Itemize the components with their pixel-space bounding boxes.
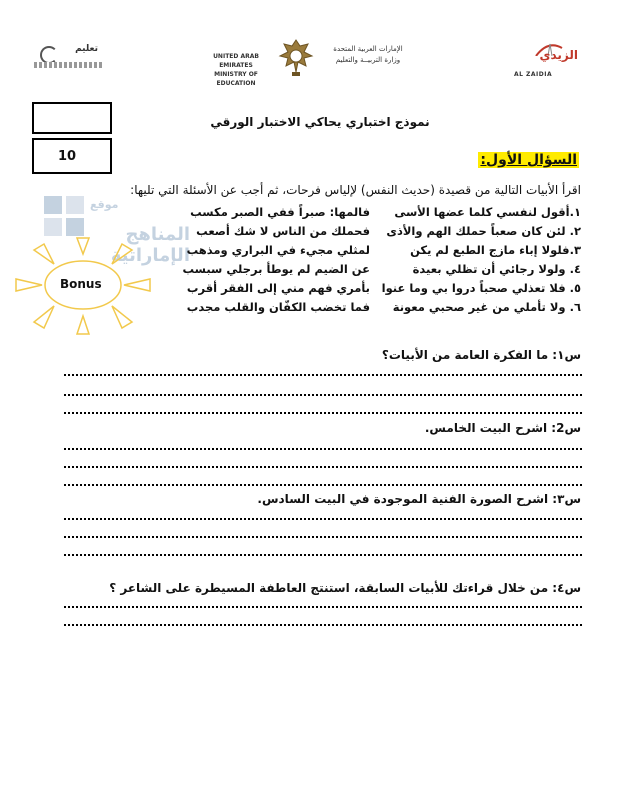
- ministry-en-line2: MINISTRY OF EDUCATION: [214, 71, 258, 87]
- answer-line[interactable]: [64, 410, 582, 414]
- answer-line[interactable]: [64, 604, 582, 608]
- alzaidia-logo: [514, 42, 580, 78]
- poem-second-hemistichs: [160, 203, 370, 317]
- instruction-text: اقرأ الأبيات التالية من قصيدة (حديث النفس) لإلياس فرحات، ثم أجب عن الأسئلة التي تليها:: [130, 183, 581, 197]
- right-logo-ar: الزيدي: [539, 48, 578, 62]
- tamkeen-logo: [34, 44, 102, 74]
- grade-total-value: 10: [57, 148, 77, 164]
- poem-line: ٤. ولولا رجائي أن تظلي بعيدة: [412, 262, 581, 276]
- question-1: س١: ما الفكرة العامة من الأبيات؟: [381, 348, 581, 362]
- answer-line[interactable]: [64, 534, 582, 538]
- grade-box-top: [32, 102, 112, 134]
- right-logo-en: AL ZAIDIA: [514, 71, 553, 78]
- answer-line[interactable]: [64, 464, 582, 468]
- ministry-name-ar: [318, 44, 418, 66]
- poem-line: ٢. لئن كان صعباً حملك الهم والأذى: [386, 224, 581, 238]
- page-title: نموذج اختباري يحاكي الاختبار الورقي: [210, 115, 430, 129]
- poem-line: لمثلي مجيء في البراري ومذهب: [186, 243, 370, 257]
- ministry-name-en: [198, 52, 274, 88]
- answer-line[interactable]: [64, 392, 582, 396]
- answer-line[interactable]: [64, 552, 582, 556]
- ministry-ar-line2: وزارة التربيــة والتعليم: [335, 56, 401, 64]
- question-heading: السؤال الأول:: [480, 152, 577, 168]
- poem-line: عن الضيم لم يوطأ برجلي سبسب: [182, 262, 370, 276]
- question-2: س2: اشرح البيت الخامس.: [424, 421, 581, 435]
- left-logo-text: تعليم: [75, 44, 98, 54]
- answer-line[interactable]: [64, 516, 582, 520]
- ministry-en-line1: UNITED ARAB EMIRATES: [213, 53, 259, 69]
- poem-line: ١.أقول لنفسي كلما عضها الأسى: [394, 205, 581, 219]
- bonus-label: Bonus: [60, 277, 102, 291]
- poem-first-hemistichs: [341, 203, 581, 317]
- poem-line: ٣.فلولا إباء مازج الطبع لم يكن: [410, 243, 581, 257]
- question-3: س٣: اشرح الصورة الفنية الموجودة في البيت السادس.: [257, 492, 581, 506]
- answer-line[interactable]: [64, 622, 582, 626]
- poem-line: فحملك من الناس لا شك أصعب: [196, 224, 370, 238]
- bonus-sun: [8, 232, 158, 342]
- answer-line[interactable]: [64, 372, 582, 376]
- poem-line: بأمري فهم مني إلى الفقر أقرب: [186, 281, 370, 295]
- poem-line: فما تخضب الكفّان والقلب مجدب: [186, 300, 370, 314]
- answer-line[interactable]: [64, 482, 582, 486]
- uae-emblem-icon: [276, 36, 316, 78]
- poem-line: فالمها: صبراً ففي الصبر مكسب: [190, 205, 370, 219]
- answer-line[interactable]: [64, 446, 582, 450]
- poem-line: ٦. ولا تأملي من غير صحبي معونة: [392, 300, 581, 314]
- watermark-line1: موقع: [90, 198, 119, 211]
- poem-line: ٥. فلا تعذلي صحباً دروا بي وما عنوا: [381, 281, 581, 295]
- ministry-ar-line1: الإمارات العربية المتحدة: [333, 45, 403, 53]
- left-logo-caption: [34, 62, 102, 68]
- watermark-line2: المناهج الإماراتية: [110, 224, 190, 266]
- question-4: س٤: من خلال قراءتك للأبيات السابقة، استنتج العاطفة المسيطرة على الشاعر ؟: [109, 581, 581, 595]
- grade-box-bottom: [32, 138, 112, 174]
